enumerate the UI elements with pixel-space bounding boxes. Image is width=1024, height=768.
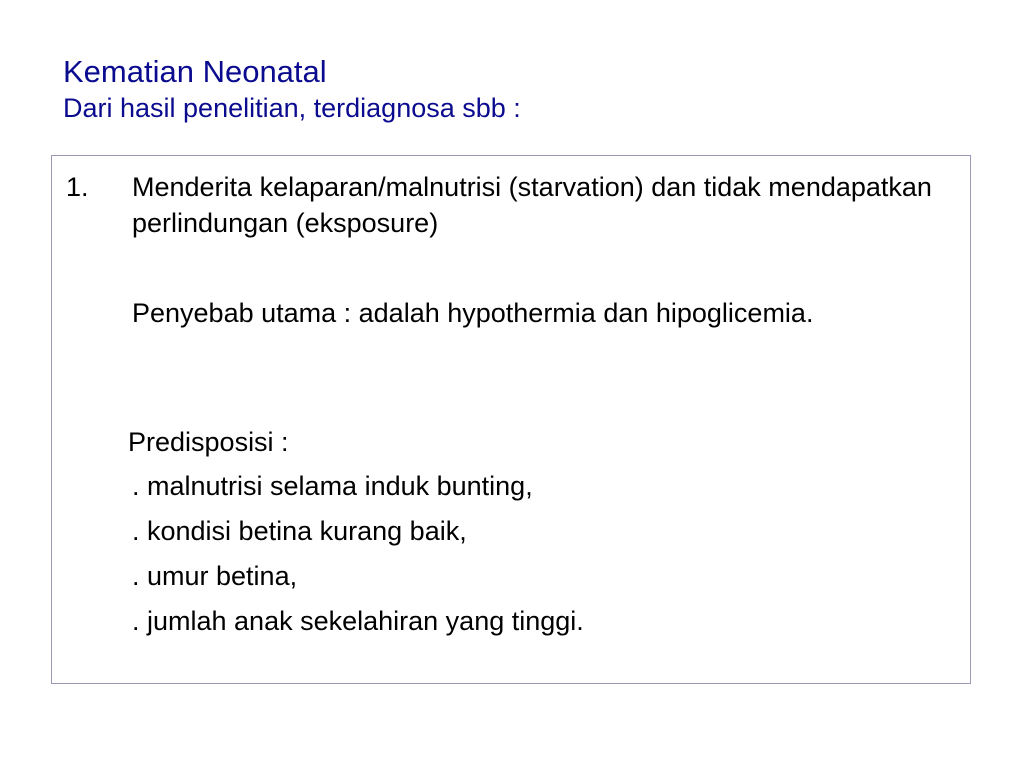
predisposition-heading: Predisposisi : xyxy=(128,427,289,457)
content-box xyxy=(51,155,971,684)
list-item-text: Menderita kelaparan/malnutrisi (starvation) dan tidak mendapatkan perlindungan (eksposure) xyxy=(132,172,932,238)
slide-title: Kematian Neonatal xyxy=(63,54,327,89)
list-item-number: 1. xyxy=(66,172,89,202)
title-block xyxy=(63,52,963,124)
predisposition-item: . kondisi betina kurang baik, xyxy=(132,516,467,546)
predisposition-item: . umur betina, xyxy=(132,561,298,591)
list-item xyxy=(66,169,946,241)
predisposition-item: . jumlah anak sekelahiran yang tinggi. xyxy=(132,606,584,636)
predisposition-item: . malnutrisi selama induk bunting, xyxy=(132,471,533,501)
slide-subtitle: Dari hasil penelitian, terdiagnosa sbb : xyxy=(63,93,521,123)
cause-paragraph: Penyebab utama : adalah hypothermia dan hipoglicemia. xyxy=(132,298,814,328)
